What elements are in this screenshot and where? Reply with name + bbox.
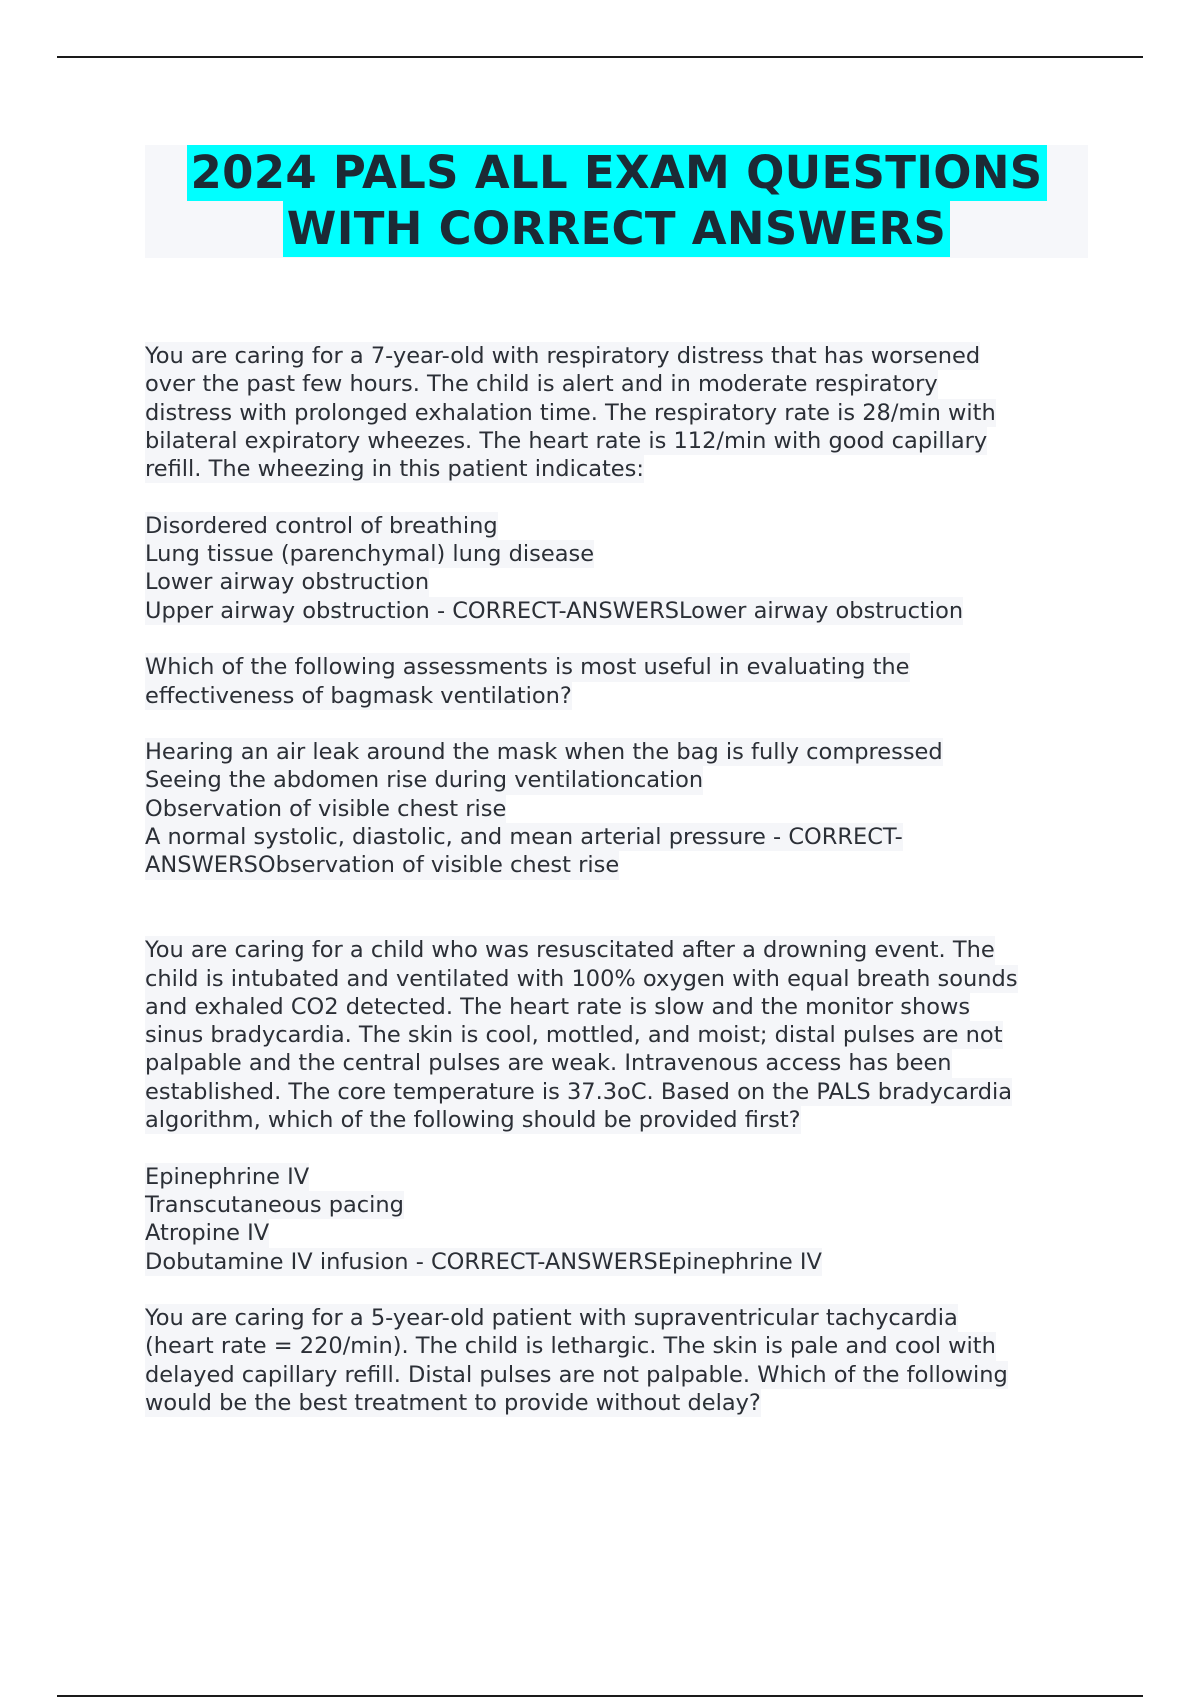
document-title (145, 145, 1088, 258)
answer-option: Disordered control of breathing (145, 512, 498, 539)
text-line: distress with prolonged exhalation time. The respiratory rate is 28/min with (145, 399, 996, 426)
answer-option: Transcutaneous pacing (145, 1191, 404, 1218)
answer-option-with-correct-answer: Dobutamine IV infusion - CORRECT-ANSWERSEpinephrine IV (145, 1248, 822, 1275)
question-3-options (145, 1163, 1105, 1276)
title-line-1: 2024 PALS ALL EXAM QUESTIONS (187, 145, 1047, 201)
text-line: (heart rate = 220/min). The child is lethargic. The skin is pale and cool with (145, 1333, 996, 1360)
document-body (145, 342, 1105, 1417)
text-line: You are caring for a child who was resuscitated after a drowning event. The (145, 937, 995, 964)
text-line: palpable and the central pulses are weak. Intravenous access has been (145, 1050, 952, 1077)
text-line: would be the best treatment to provide without delay? (145, 1389, 761, 1416)
answer-option: Lower airway obstruction (145, 569, 430, 596)
answer-option-with-correct-answer: Upper airway obstruction - CORRECT-ANSWERSLower airway obstruction (145, 597, 964, 624)
text-line: and exhaled CO2 detected. The heart rate is slow and the monitor shows (145, 993, 971, 1020)
text-line: effectiveness of bagmask ventilation? (145, 682, 572, 709)
answer-option: Observation of visible chest rise (145, 795, 507, 822)
question-1-stem (145, 342, 1105, 483)
answer-option: Atropine IV (145, 1220, 270, 1247)
text-line: bilateral expiratory wheezes. The heart rate is 112/min with good capillary (145, 427, 988, 454)
text-line: You are caring for a 7-year-old with respiratory distress that has worsened (145, 343, 981, 369)
question-3-stem (145, 936, 1105, 1134)
text-line: delayed capillary refill. Distal pulses are not palpable. Which of the following (145, 1361, 1008, 1388)
text-line: You are caring for a 5-year-old patient with supraventricular tachycardia (145, 1305, 958, 1332)
answer-option-with-correct-answer: ANSWERSObservation of visible chest rise (145, 852, 620, 879)
answer-option: Seeing the abdomen rise during ventilationcation (145, 767, 704, 794)
question-4-stem (145, 1304, 1105, 1417)
answer-option: Epinephrine IV (145, 1163, 310, 1190)
question-2-stem (145, 653, 1105, 710)
header-rule (57, 56, 1143, 58)
title-line-2: WITH CORRECT ANSWERS (283, 201, 950, 257)
answer-option-with-correct-answer: A normal systolic, diastolic, and mean arterial pressure - CORRECT- (145, 824, 903, 851)
answer-option: Hearing an air leak around the mask when the bag is fully compressed (145, 739, 943, 766)
answer-option: Lung tissue (parenchymal) lung disease (145, 541, 595, 568)
text-line: established. The core temperature is 37.3oC. Based on the PALS bradycardia (145, 1078, 1013, 1105)
text-line: child is intubated and ventilated with 100% oxygen with equal breath sounds (145, 965, 1018, 992)
text-line: over the past few hours. The child is alert and in moderate respiratory (145, 371, 938, 398)
text-line: algorithm, which of the following should be provided first? (145, 1107, 801, 1134)
question-2-options (145, 738, 1105, 879)
footer-rule (57, 1695, 1143, 1697)
text-line: sinus bradycardia. The skin is cool, mottled, and moist; distal pulses are not (145, 1022, 1003, 1049)
question-1-options (145, 512, 1105, 625)
text-line: refill. The wheezing in this patient indicates: (145, 456, 644, 483)
text-line: Which of the following assessments is most useful in evaluating the (145, 654, 910, 681)
